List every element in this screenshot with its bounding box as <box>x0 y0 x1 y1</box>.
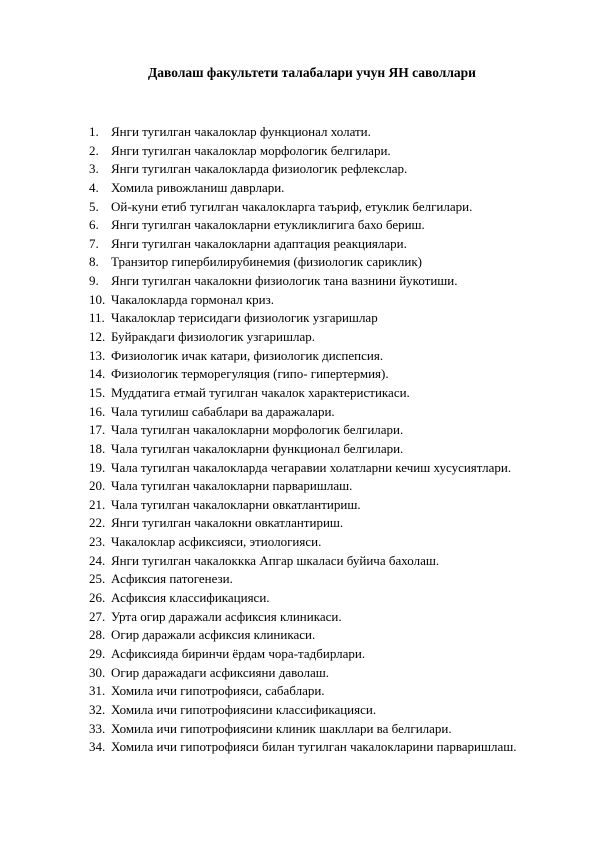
question-number: 9. <box>89 273 99 289</box>
question-number: 4. <box>89 179 99 195</box>
list-item <box>89 309 569 328</box>
question-text: Чала тугилган чакалокларни парваришлаш. <box>111 478 353 494</box>
list-item <box>89 347 569 366</box>
question-text: Чала тугилган чакалокларни морфологик белгилари. <box>111 422 404 438</box>
list-item <box>89 421 569 440</box>
question-number: 30. <box>89 664 106 680</box>
list-item <box>89 142 569 161</box>
list-item <box>89 384 569 403</box>
list-item <box>89 328 569 347</box>
question-number: 17. <box>89 422 106 438</box>
question-text: Чала тугилган чакалокларни овкатлантириш. <box>111 496 361 512</box>
question-number: 34. <box>89 739 106 755</box>
question-text: Янги тугилган чакалокни овкатлантириш. <box>111 515 344 531</box>
question-number: 32. <box>89 701 106 717</box>
question-number: 25. <box>89 571 106 587</box>
list-item <box>89 179 569 198</box>
question-number: 22. <box>89 515 106 531</box>
question-number: 28. <box>89 627 106 643</box>
question-text: Янги тугилган чакалокларда физиологик рефлекслар. <box>111 161 408 177</box>
list-item <box>89 291 569 310</box>
question-text: Чала тугилган чакалокларни функционал белгилари. <box>111 440 404 456</box>
list-item <box>89 496 569 515</box>
list-item <box>89 216 569 235</box>
question-text: Муддатига етмай тугилган чакалок характеристикаси. <box>111 384 410 400</box>
question-text: Физиологик терморегуляция (гипо- гипертермия). <box>111 366 389 382</box>
list-item <box>89 738 569 757</box>
question-text: Янги тугилган чакалокларни етукликлигига бахо бериш. <box>111 217 425 233</box>
list-item <box>89 365 569 384</box>
question-text: Янги тугилган чакалоклар морфологик белгилари. <box>111 142 391 158</box>
question-text: Хомила ичи гипотрофияси, сабаблари. <box>111 683 325 699</box>
question-text: Янги тугилган чакалоклар функционал холати. <box>111 124 371 139</box>
list-item <box>89 198 569 217</box>
list-item <box>89 570 569 589</box>
question-number: 8. <box>89 254 99 270</box>
question-number: 2. <box>89 142 99 158</box>
list-item <box>89 645 569 664</box>
list-item <box>89 235 569 254</box>
question-number: 1. <box>89 124 99 139</box>
question-number: 27. <box>89 608 106 624</box>
question-text: Хомила ичи гипотрофиясини клиник шакллари ва белгилари. <box>111 720 452 736</box>
question-text: Чакалокларда гормонал криз. <box>111 291 275 307</box>
question-text: Хомила ривожланиш даврлари. <box>111 179 285 195</box>
list-item <box>89 160 569 179</box>
question-number: 5. <box>89 198 99 214</box>
question-number: 3. <box>89 161 99 177</box>
question-number: 10. <box>89 291 106 307</box>
question-text: Асфиксия патогенези. <box>111 571 233 587</box>
list-item <box>89 552 569 571</box>
question-text: Асфиксияда биринчи ёрдам чора-тадбирлари. <box>111 645 366 661</box>
list-item <box>89 533 569 552</box>
question-text: Асфиксия классификацияси. <box>111 590 270 606</box>
list-item <box>89 459 569 478</box>
question-text: Транзитор гипербилирубинемия (физиологик сариклик) <box>111 254 422 270</box>
question-number: 21. <box>89 496 106 512</box>
question-number: 11. <box>89 310 105 326</box>
question-text: Ой-куни етиб тугилган чакалокларга таъриф, етуклик белгилари. <box>111 198 473 214</box>
question-number: 31. <box>89 683 106 699</box>
question-text: Чакалоклар терисидаги физиологик узгаришлар <box>111 310 378 326</box>
list-item <box>89 589 569 608</box>
list-item <box>89 514 569 533</box>
list-item <box>89 682 569 701</box>
question-number: 16. <box>89 403 106 419</box>
question-number: 6. <box>89 217 99 233</box>
question-number: 33. <box>89 720 106 736</box>
list-item <box>89 664 569 683</box>
list-item <box>89 123 569 142</box>
list-item <box>89 608 569 627</box>
question-number: 26. <box>89 590 106 606</box>
question-text: Чала тугилиш сабаблари ва даражалари. <box>111 403 335 419</box>
question-text: Урта огир даражали асфиксия клиникаси. <box>111 608 342 624</box>
document-title: Даволаш факультети талабалари учун ЯН саволлари <box>148 65 476 80</box>
list-item <box>89 272 569 291</box>
question-number: 20. <box>89 478 106 494</box>
question-text: Янги тугилган чакалокни физиологик тана вазнини йукотиши. <box>111 273 458 289</box>
question-text: Хомила ичи гипотрофияси билан тугилган чакалокларини парваришлаш. <box>111 739 517 755</box>
list-item <box>89 403 569 422</box>
question-number: 12. <box>89 329 106 345</box>
question-text: Янги тугилган чакалоккка Апгар шкаласи буйича бахолаш. <box>111 552 440 568</box>
question-number: 7. <box>89 235 99 251</box>
question-text: Хомила ичи гипотрофиясини классификацияси. <box>111 701 377 717</box>
question-text: Огир даражали асфиксия клиникаси. <box>111 627 316 643</box>
list-item <box>89 440 569 459</box>
question-number: 19. <box>89 459 106 475</box>
question-text: Чала тугилган чакалокларда чегаравии холатларни кечиш хусусиятлари. <box>111 459 512 475</box>
question-text: Янги тугилган чакалокларни адаптация реакциялари. <box>111 235 407 251</box>
question-number: 24. <box>89 552 106 568</box>
list-item <box>89 720 569 739</box>
question-text: Огир даражадаги асфиксияни даволаш. <box>111 664 329 680</box>
list-item <box>89 253 569 272</box>
question-number: 13. <box>89 347 106 363</box>
question-number: 29. <box>89 645 106 661</box>
question-number: 14. <box>89 366 106 382</box>
question-text: Физиологик ичак катари, физиологик диспепсия. <box>111 347 384 363</box>
questions-list <box>89 123 569 757</box>
question-number: 23. <box>89 534 106 550</box>
list-item <box>89 477 569 496</box>
list-item <box>89 701 569 720</box>
list-item <box>89 626 569 645</box>
question-text: Чакалоклар асфиксияси, этиологияси. <box>111 534 322 550</box>
question-number: 18. <box>89 440 106 456</box>
question-text: Буйракдаги физиологик узгаришлар. <box>111 329 315 345</box>
question-number: 15. <box>89 384 106 400</box>
